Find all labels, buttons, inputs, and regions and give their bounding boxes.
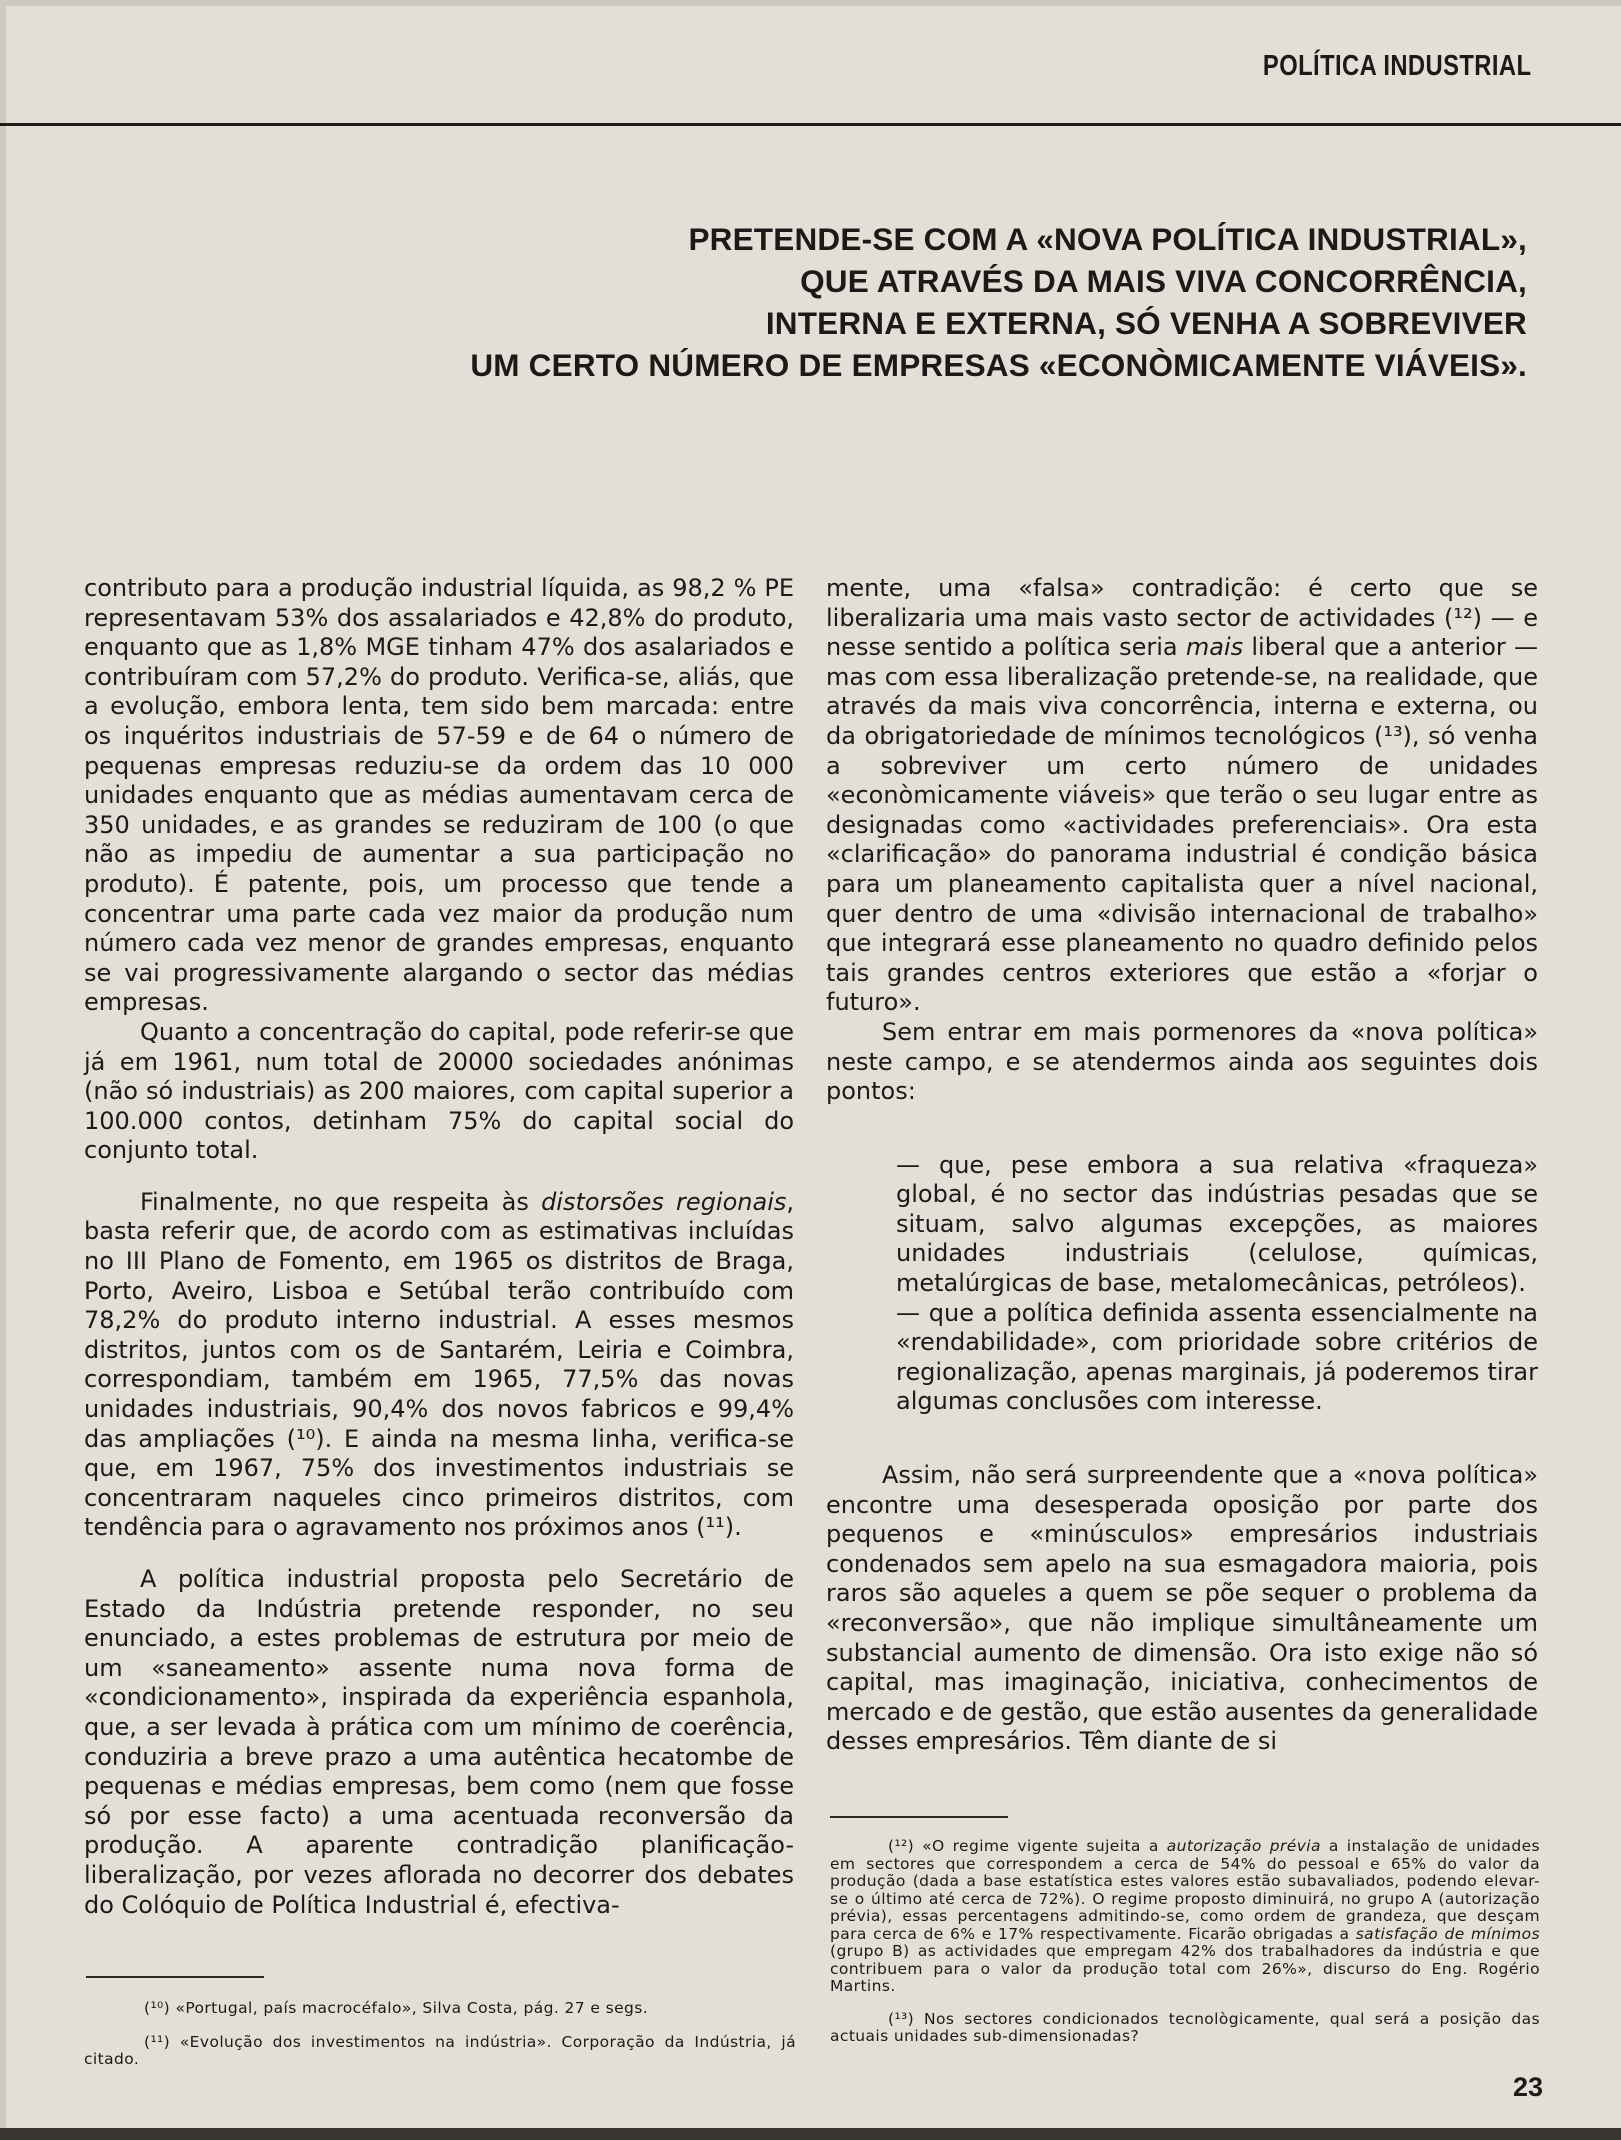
headline-line: QUE ATRAVÉS DA MAIS VIVA CONCORRÊNCIA, <box>800 263 1527 299</box>
text-run: (¹³) Nos sectores condicionados tecnològicamente, qual será a posição das actuais unidades sub-dimensionadas? <box>830 2009 1540 2045</box>
footnote <box>830 2011 1540 2046</box>
list-item: — que, pese embora a sua relativa «fraqueza» global, é no sector das indústrias pesadas que se situam, salvo algumas excepções, as maiores unidades industriais (celulose, químicas, metalúrgicas de base, metalomecânicas, petróleos). <box>896 1150 1538 1298</box>
italic-text: mais <box>1185 633 1244 662</box>
footnote <box>830 1838 1540 1996</box>
paragraph: contributo para a produção industrial líquida, as 98,2 % PE representavam 53% dos assalariados e 42,8% do produto, enquanto que as 1,8% MGE tinham 47% dos asalariados e contribuíram com 57,2% do produto. Verifica-se, aliás, que a evolução, embora lenta, tem sido bem marcada: entre os inquéritos industriais de 57-59 e de 64 o número de pequenas empresas reduziu-se da ordem das 10 000 unidades enquanto que as médias aumentavam cerca de 350 unidades, e as grandes se reduziram de 100 (o que não as impediu de aumentar a sua participação no produto). É patente, pois, um processo que tende a concentrar uma parte cada vez maior da produção num número cada vez menor de grandes empresas, enquanto se vai progressivamente alargando o sector das médias empresas. <box>84 574 794 1017</box>
headline <box>227 218 1527 386</box>
footnote <box>84 2034 796 2069</box>
headline-line: UM CERTO NÚMERO DE EMPRESAS «ECONÒMICAMENTE VIÁVEIS». <box>470 347 1527 383</box>
italic-text: autorização prévia <box>1166 1837 1321 1855</box>
headline-line: INTERNA E EXTERNA, SÓ VENHA A SOBREVIVER <box>765 305 1527 341</box>
paragraph: Assim, não será surpreendente que a «nova política» encontre uma desesperada oposição por parte dos pequenos e «minúsculos» empresários industriais condenados sem apelo na sua esmagadora maioria, pois raros são aqueles a quem se põe sequer o problema da «reconversão», que não implique simultâneamente um substancial aumento de dimensão. Ora isto exige não só capital, mas imaginação, iniciativa, conhecimentos de mercado e de gestão, que estão ausentes da generalidade desses empresários. Têm diante de si <box>826 1461 1538 1756</box>
text-run: (¹²) «O regime vigente sujeita a <box>888 1837 1167 1855</box>
page-edge <box>0 0 1621 6</box>
paragraph: Quanto a concentração do capital, pode referir-se que já em 1961, num total de 20000 sociedades anónimas (não só industriais) as 200 maiores, com capital superior a 100.000 contos, detinham 75% do capital social do conjunto total. <box>84 1017 794 1165</box>
left-column <box>84 574 794 1920</box>
page-number: 23 <box>1512 2072 1543 2102</box>
text-run: mente, uma «falsa» contradição: é certo que se liberalizaria uma mais vasto sector de actividades (¹²) — e nesse sentido a política seria <box>826 574 1538 662</box>
section-label: POLÍTICA INDUSTRIAL <box>1262 50 1531 82</box>
text-run: (¹¹) «Evolução dos investimentos na indústria». Corporação da Indústria, já citado. <box>84 2032 796 2068</box>
footnotes-left <box>84 2000 796 2085</box>
page-edge <box>0 2128 1621 2140</box>
header-rule <box>0 123 1621 126</box>
footnote: (¹⁰) «Portugal, país macrocéfalo», Silva Costa, pág. 27 e segs. <box>144 1999 649 2017</box>
headline-line: PRETENDE-SE COM A «NOVA POLÍTICA INDUSTRIAL», <box>688 221 1527 257</box>
footnote-rule <box>86 1976 264 1978</box>
text-run: (grupo B) as actividades que empregam 42% dos trabalhadores da indústria e que contribuem para o valor da produção total com 26%», discurso do Eng. Rogério Martins. <box>830 1942 1540 1995</box>
text-run: , basta referir que, de acordo com as estimativas incluídas no III Plano de Fomento, em 1965 os distritos de Braga, Porto, Aveiro, Lisboa e Setúbal terão contribuído com 78,2% do produto interno industrial. A esses mesmos distritos, juntos com os de Santarém, Leiria e Coimbra, correspondiam, também em 1965, 77,5% das novas unidades industriais, 90,4% dos novos fabricos e 99,4% das ampliações (¹⁰). E ainda na mesma linha, verifica-se que, em 1967, 75% dos investimentos industriais se concentraram naqueles cinco primeiros distritos, com tendência para o agravamento nos próximos anos (¹¹). <box>84 1187 795 1542</box>
paragraph: Sem entrar em mais pormenores da «nova política» neste campo, e se atendermos ainda aos seguintes dois pontos: <box>826 1017 1538 1106</box>
paragraph <box>84 1188 794 1543</box>
italic-text: distorsões regionais <box>541 1187 787 1216</box>
text-run: liberal que a anterior — mas com essa liberalização pretende-se, na realidade, que através da mais viva concorrência, interna e externa, ou da obrigatoriedade de mínimos tecnológicos (¹³), só venha a sobreviver um certo número de unidades «econòmicamente viáveis» que terão o seu lugar entre as designadas como «actividades preferenciais». Ora esta «clarificação» do panorama industrial é condição básica para um planeamento capitalista quer a nível nacional, quer dentro de uma «divisão internacional de trabalho» que integrará esse planeamento no quadro definido pelos tais grandes centros exteriores que estão a «forjar o futuro». <box>826 633 1539 1017</box>
footnote-rule <box>830 1816 1008 1818</box>
italic-text: satisfação de mínimos <box>1355 1924 1540 1943</box>
text-run: a instalação de unidades em sectores que correspondem a cerca de 54% do pessoal e 65% do valor da produção (dada a base estatística estes valores estão subavaliados, podendo elevar-se o último até cerca de 72%). O regime proposto diminuirá, no grupo A (autorização prévia), essas percentagens admitindo-se, como ordem de grandeza, que desçam para cerca de 6% e 17% respectivamente. Ficarão obrigadas a <box>830 1837 1540 1943</box>
page-edge <box>0 0 6 2140</box>
footnotes-right <box>830 1838 1540 2061</box>
paragraph: A política industrial proposta pelo Secretário de Estado da Indústria pretende responder, no seu enunciado, a estes problemas de estrutura por meio de um «saneamento» assente numa nova forma de «condicionamento», inspirada da experiência espanhola, que, a ser levada à prática com um mínimo de coerência, conduziria a breve prazo a uma autêntica hecatombe de pequenas e médias empresas, bem como (nem que fosse só por esse facto) a uma acentuada reconversão da produção. A aparente contradição planificação- liberalização, por vezes aflorada no decorrer dos debates do Colóquio de Política Industrial é, efectiva- <box>84 1565 794 1919</box>
right-column <box>826 574 1538 1757</box>
paragraph <box>826 574 1538 1018</box>
text-run: Finalmente, no que respeita às <box>140 1187 542 1216</box>
list-item: — que a política definida assenta essencialmente na «rendabilidade», com prioridade sobre critérios de regionalização, apenas marginais, já poderemos tirar algumas conclusões com interesse. <box>896 1298 1538 1416</box>
